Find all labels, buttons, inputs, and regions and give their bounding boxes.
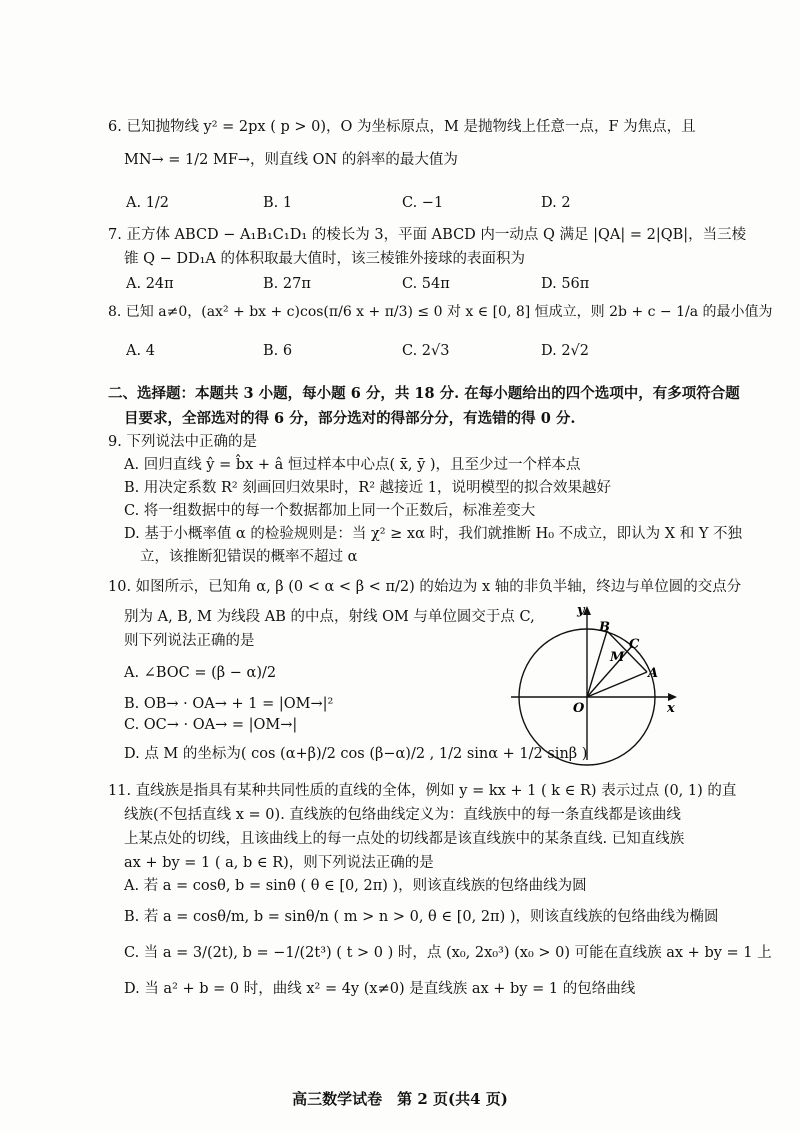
q9-option-b: B. 用决定系数 R² 刻画回归效果时，R² 越接近 1，说明模型的拟合效果越好: [124, 480, 611, 496]
x-axis-label: x: [667, 701, 675, 716]
q8-line-1: 8. 已知 a≠0，(ax² + bx + c)cos(π/6 x + π/3) ≤ 0 对 x ∈ [0, 8] 恒成立，则 2b + c − 1/a 的最小值为: [108, 304, 773, 320]
q7-option-d: D. 56π: [541, 276, 590, 292]
q6-line-2: MN→ = 1/2 MF→，则直线 ON 的斜率的最大值为: [124, 152, 458, 168]
x-axis-arrow: [668, 693, 677, 701]
point-b-label: B: [599, 620, 610, 635]
q10-line-2: 别为 A, B, M 为线段 AB 的中点，射线 OM 与单位圆交于点 C,: [124, 609, 535, 625]
q6-line-1: 6. 已知抛物线 y² = 2px ( p > 0)，O 为坐标原点，M 是抛物线上任意一点，F 为焦点，且: [108, 119, 696, 135]
ray-oa: [587, 672, 647, 697]
q10-line-3: 则下列说法正确的是: [124, 633, 255, 649]
q11-line-3: 上某点处的切线，且该曲线上的每一点处的切线都是该直线族中的某条直线. 已知直线族: [124, 831, 685, 847]
point-c-label: C: [629, 637, 640, 652]
q6-option-a: A. 1/2: [126, 195, 170, 211]
q7-option-a: A. 24π: [126, 276, 174, 292]
ray-ob: [587, 631, 607, 697]
q11-line-1: 11. 直线族是指具有某种共同性质的直线的全体，例如 y = kx + 1 ( k ∈ R) 表示过点 (0, 1) 的直: [108, 783, 737, 799]
q11-option-c: C. 当 a = 3/(2t), b = −1/(2t³) ( t > 0 ) 时，点 (x₀, 2x₀³) (x₀ > 0) 可能在直线族 ax + by = 1 上: [124, 945, 772, 961]
q7-option-c: C. 54π: [402, 276, 450, 292]
y-axis-label: y: [577, 603, 585, 618]
q9-option-d: D. 基于小概率值 α 的检验规则是：当 χ² ≥ xα 时，我们就推断 H₀ 不成立，即认为 X 和 Y 不独: [124, 526, 742, 542]
q7-line-2: 锥 Q − DD₁A 的体积取最大值时，该三棱锥外接球的表面积为: [124, 251, 526, 267]
origin-label: O: [573, 701, 585, 716]
q6-option-c: C. −1: [402, 195, 444, 211]
point-m-label: M: [610, 650, 625, 665]
q10-line-1: 10. 如图所示，已知角 α, β (0 < α < β < π/2) 的始边为 x 轴的非负半轴，终边与单位圆的交点分: [108, 579, 742, 595]
q11-line-2: 线族(不包括直线 x = 0). 直线族的包络曲线定义为：直线族中的每一条直线都是该曲线: [124, 807, 681, 823]
q8-option-b: B. 6: [263, 343, 293, 359]
q9-option-c: C. 将一组数据中的每一个数据都加上同一个正数后，标准差变大: [124, 503, 536, 519]
q11-option-a: A. 若 a = cosθ, b = sinθ ( θ ∈ [0, 2π) )，则该直线族的包络曲线为圆: [124, 878, 587, 894]
q9-option-a: A. 回归直线 ŷ = b̂x + â 恒过样本中心点( x̄, ȳ )，且至少过一个样本点: [124, 457, 581, 473]
q10-option-c: C. OC→ · OA→ = |OM→|: [124, 717, 298, 733]
q10-option-a: A. ∠BOC = (β − α)/2: [124, 665, 277, 681]
q8-option-c: C. 2√3: [402, 343, 450, 359]
page-footer: 高三数学试卷 第 2 页(共4 页): [292, 1090, 508, 1108]
section-2-heading-cont: 目要求，全部选对的得 6 分，部分选对的得部分分，有选错的得 0 分.: [124, 410, 576, 427]
q7-line-1: 7. 正方体 ABCD − A₁B₁C₁D₁ 的棱长为 3，平面 ABCD 内一动点 Q 满足 |QA| = 2|QB|，当三棱: [108, 227, 747, 243]
q7-option-b: B. 27π: [263, 276, 311, 292]
q10-option-b: B. OB→ · OA→ + 1 = |OM→|²: [124, 696, 334, 712]
unit-circle-figure: [505, 600, 695, 770]
section-2-heading: 二、选择题：本题共 3 小题，每小题 6 分，共 18 分. 在每小题给出的四个选项中，有多项符合题: [108, 385, 740, 402]
q9-stem: 9. 下列说法中正确的是: [108, 434, 257, 450]
point-a-label: A: [648, 666, 659, 681]
q8-option-a: A. 4: [126, 343, 155, 359]
q6-option-b: B. 1: [263, 195, 293, 211]
q10-option-d: D. 点 M 的坐标为( cos (α+β)/2 cos (β−α)/2 , 1/2 sinα + 1/2 sinβ ): [124, 746, 588, 762]
q11-line-4: ax + by = 1 ( a, b ∈ R)，则下列说法正确的是: [124, 855, 434, 871]
q9-option-d-cont: 立，该推断犯错误的概率不超过 α: [140, 549, 358, 565]
q11-option-d: D. 当 a² + b = 0 时，曲线 x² = 4y (x≠0) 是直线族 ax + by = 1 的包络曲线: [124, 981, 636, 997]
q8-option-d: D. 2√2: [541, 343, 590, 359]
q11-option-b: B. 若 a = cosθ/m, b = sinθ/n ( m > n > 0, θ ∈ [0, 2π) )，则该直线族的包络曲线为椭圆: [124, 909, 719, 925]
q6-option-d: D. 2: [541, 195, 571, 211]
